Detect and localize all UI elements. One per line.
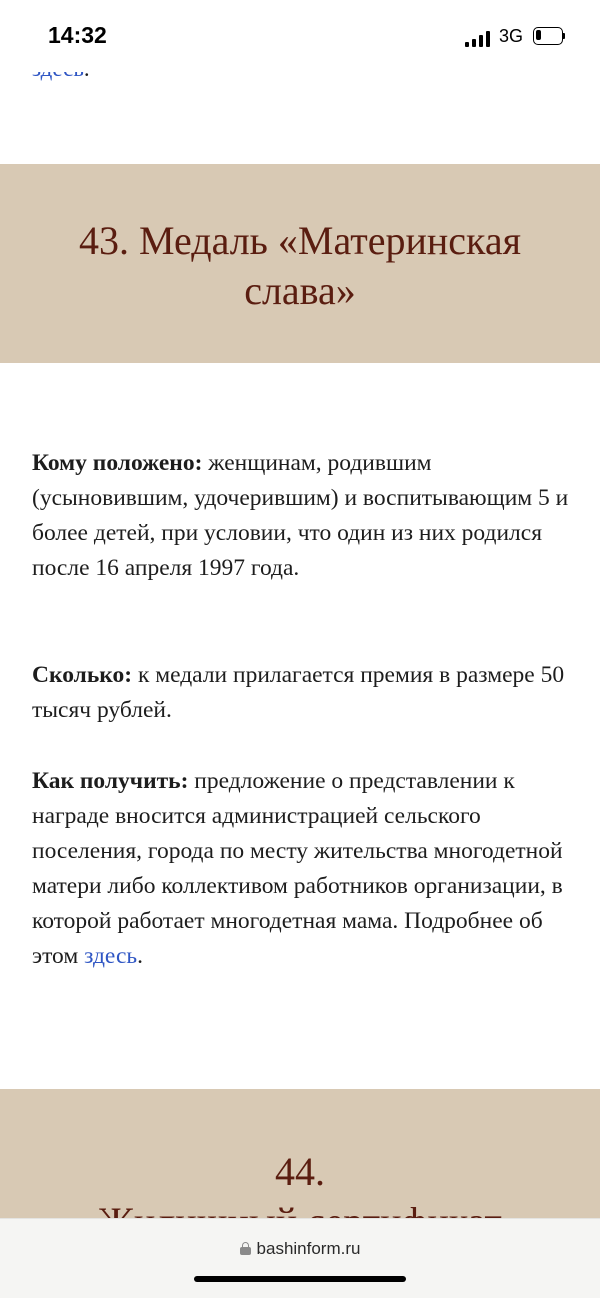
url-text: bashinform.ru bbox=[256, 1239, 361, 1258]
url-display[interactable] bbox=[0, 1239, 600, 1259]
home-indicator[interactable] bbox=[194, 1276, 406, 1282]
browser-address-bar[interactable] bbox=[0, 1218, 600, 1298]
more-info-text: Подробнее об этом bbox=[32, 908, 543, 969]
how-much-label: Сколько: bbox=[32, 662, 133, 688]
section-43-title-line2: слава» bbox=[244, 268, 356, 313]
section-43-header bbox=[0, 164, 600, 363]
network-type: 3G bbox=[499, 26, 524, 46]
section-43-title-line1: 43. Медаль «Материнская bbox=[79, 218, 521, 263]
more-info-period: . bbox=[137, 943, 143, 969]
lock-icon bbox=[240, 1242, 251, 1255]
who-text: женщинам, родившим (усыновившим, удочерившим) и воспитывающим 5 и более детей, при условии, что один из них родился после 16 апреля 1997 года. bbox=[32, 450, 569, 581]
how-get-label: Как получить: bbox=[32, 768, 189, 794]
how-get-text: предложение о представлении к награде вносится администрацией сельского поселения, города по месту жительства многодетной матери либо коллективом работников организации, в которой работает многодетная мама. bbox=[32, 768, 563, 934]
who-label: Кому положено: bbox=[32, 450, 203, 476]
cellular-signal-icon bbox=[465, 30, 491, 47]
more-info-link[interactable]: здесь bbox=[84, 943, 138, 969]
status-bar bbox=[0, 0, 600, 72]
section-44-number: 44. bbox=[275, 1149, 325, 1194]
how-much-text: к медали прилагается премия в размере 50 тысяч рублей. bbox=[32, 662, 565, 723]
how-get-paragraph bbox=[32, 764, 577, 974]
status-time: 14:32 bbox=[48, 22, 107, 48]
who-paragraph bbox=[32, 446, 577, 586]
how-much-paragraph bbox=[32, 658, 577, 728]
battery-icon bbox=[533, 27, 565, 45]
